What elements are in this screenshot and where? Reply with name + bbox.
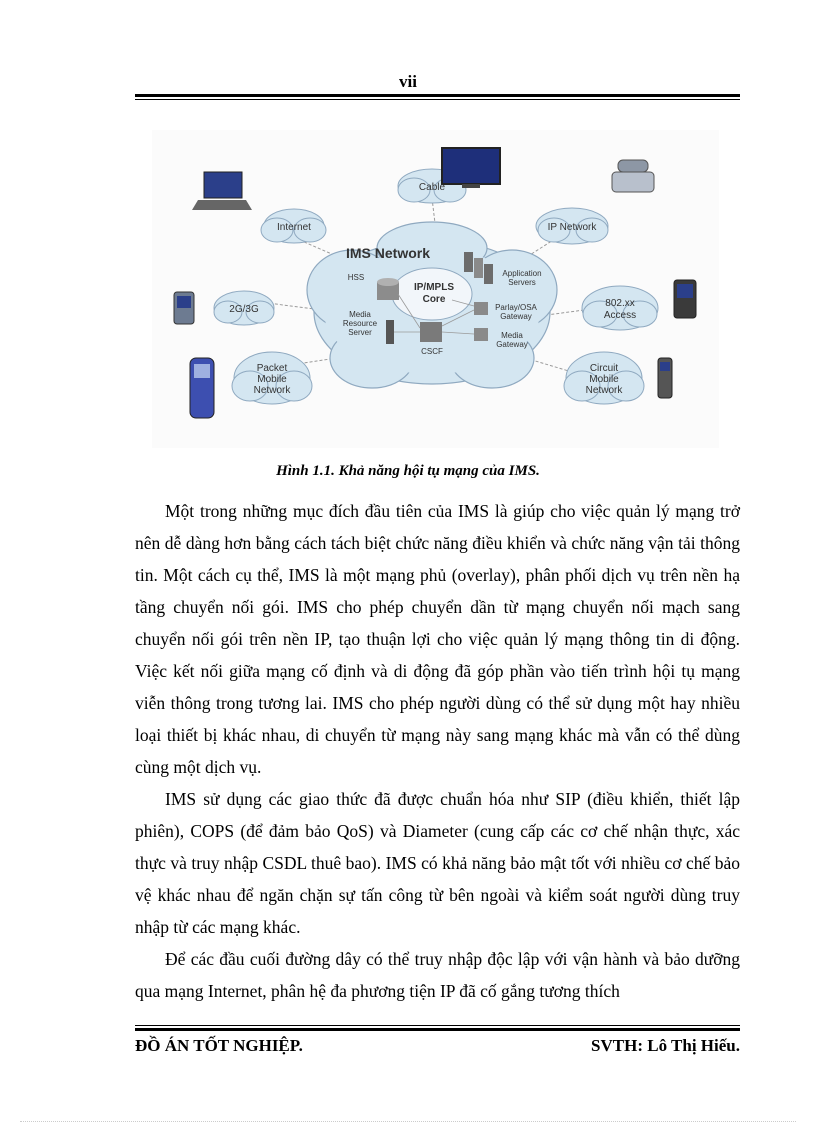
cscf-icon [420,322,442,342]
label-circuit-line3: Network [585,385,623,396]
label-access-line1: 802.xx [605,298,635,309]
paragraph-3: Để các đầu cuối đường dây có thể truy nhập độc lập với vận hành và bảo dưỡng qua mạng Internet, phân hệ đa phương tiện IP đã cố gắng tương thích [135,949,740,1001]
laptop-icon [192,172,252,210]
pda-icon [174,292,194,324]
hss-database-icon [377,278,399,300]
label-core-line2: Core [422,294,446,305]
label-ip-network: IP Network [547,222,597,233]
page-number: vii [399,72,417,91]
label-app-servers-line1: Application [502,269,542,278]
ims-network-figure [152,130,719,448]
label-cable: Cable [418,182,446,193]
media-resource-server-icon [386,320,394,344]
label-access-line2: Access [603,310,637,321]
smartphone-icon [674,280,696,318]
paragraph-1: Một trong những mục đích đầu tiên của IMS là giúp cho việc quản lý mạng trở nên dễ dàng hơn bằng cách tách biệt chức năng điều khiển và chức năng vận tải thông tin. Một cách cụ thể, IMS là một mạng phủ (overlay), phân phối dịch vụ trên nền hạ tầng chuyển nối gói. IMS cho phép chuyển dần từ mạng chuyển nối mạch sang chuyển nối gói trên nền IP, tạo thuận lợi cho việc quản lý mạng thông tin di động. Việc kết nối giữa mạng cố định và di động đã góp phần vào tiến trình hội tụ mạng viễn thông trong tương lai. IMS cho phép người dùng có thể sử dụng một hay nhiều loại thiết bị khác nhau, di chuyển từ mạng này sang mạng khác mà vẫn có thể dùng cùng một dịch vụ. [135,501,740,777]
tv-icon [442,148,500,188]
footer [135,1036,740,1056]
label-2g3g: 2G/3G [229,304,259,315]
paragraph-2: IMS sử dụng các giao thức đã được chuẩn hóa như SIP (điều khiển, thiết lập phiên), COPS (để đảm bảo QoS) và Diameter (cung cấp các cơ chế nhận thực, xác thực và truy nhập CSDL thuê bao). IMS có khả năng bảo mật tốt với nhiều cơ chế bảo vệ khác nhau để ngăn chặn sự tấn công từ bên ngoài và kiểm soát người dùng truy nhập từ các mạng khác. [135,789,740,937]
header-rule-thick [135,94,740,97]
label-cscf: CSCF [421,347,443,356]
label-internet: Internet [277,222,311,233]
label-core-line1: IP/MPLS [413,282,455,293]
label-parlay-line1: Parlay/OSA [495,303,537,312]
label-circuit-line1: Circuit [589,363,619,374]
label-ims-network: IMS Network [345,245,431,261]
ims-diagram [152,130,719,448]
label-packet-line2: Mobile [257,374,287,385]
footer-rule-thick [135,1028,740,1031]
parlay-gateway-icon [474,302,488,315]
label-parlay-line2: Gateway [500,312,532,321]
label-mrs-line2: Resource [342,319,378,328]
footer-left: ĐỒ ÁN TỐT NGHIỆP. [135,1036,303,1055]
figure-caption: Hình 1.1. Khả năng hội tụ mạng của IMS. [276,463,540,479]
label-app-servers-line2: Servers [508,278,536,287]
label-media-gw-line2: Gateway [496,340,528,349]
label-packet-line1: Packet [256,363,288,374]
label-packet-line3: Network [253,385,291,396]
label-circuit-line2: Mobile [589,374,619,385]
media-gateway-icon [474,328,488,341]
label-mrs-line3: Server [348,328,372,337]
desk-phone-icon [612,160,654,192]
footer-rule-thin [135,1025,740,1026]
body-text [135,495,740,1007]
label-mrs-line1: Media [349,310,371,319]
label-hss: HSS [347,273,365,282]
label-media-gw-line1: Media [501,331,523,340]
flip-phone-icon [190,358,214,418]
cell-phone-icon [658,358,672,398]
footer-right: SVTH: Lô Thị Hiếu. [591,1036,740,1055]
header-rule-thin [135,99,740,100]
